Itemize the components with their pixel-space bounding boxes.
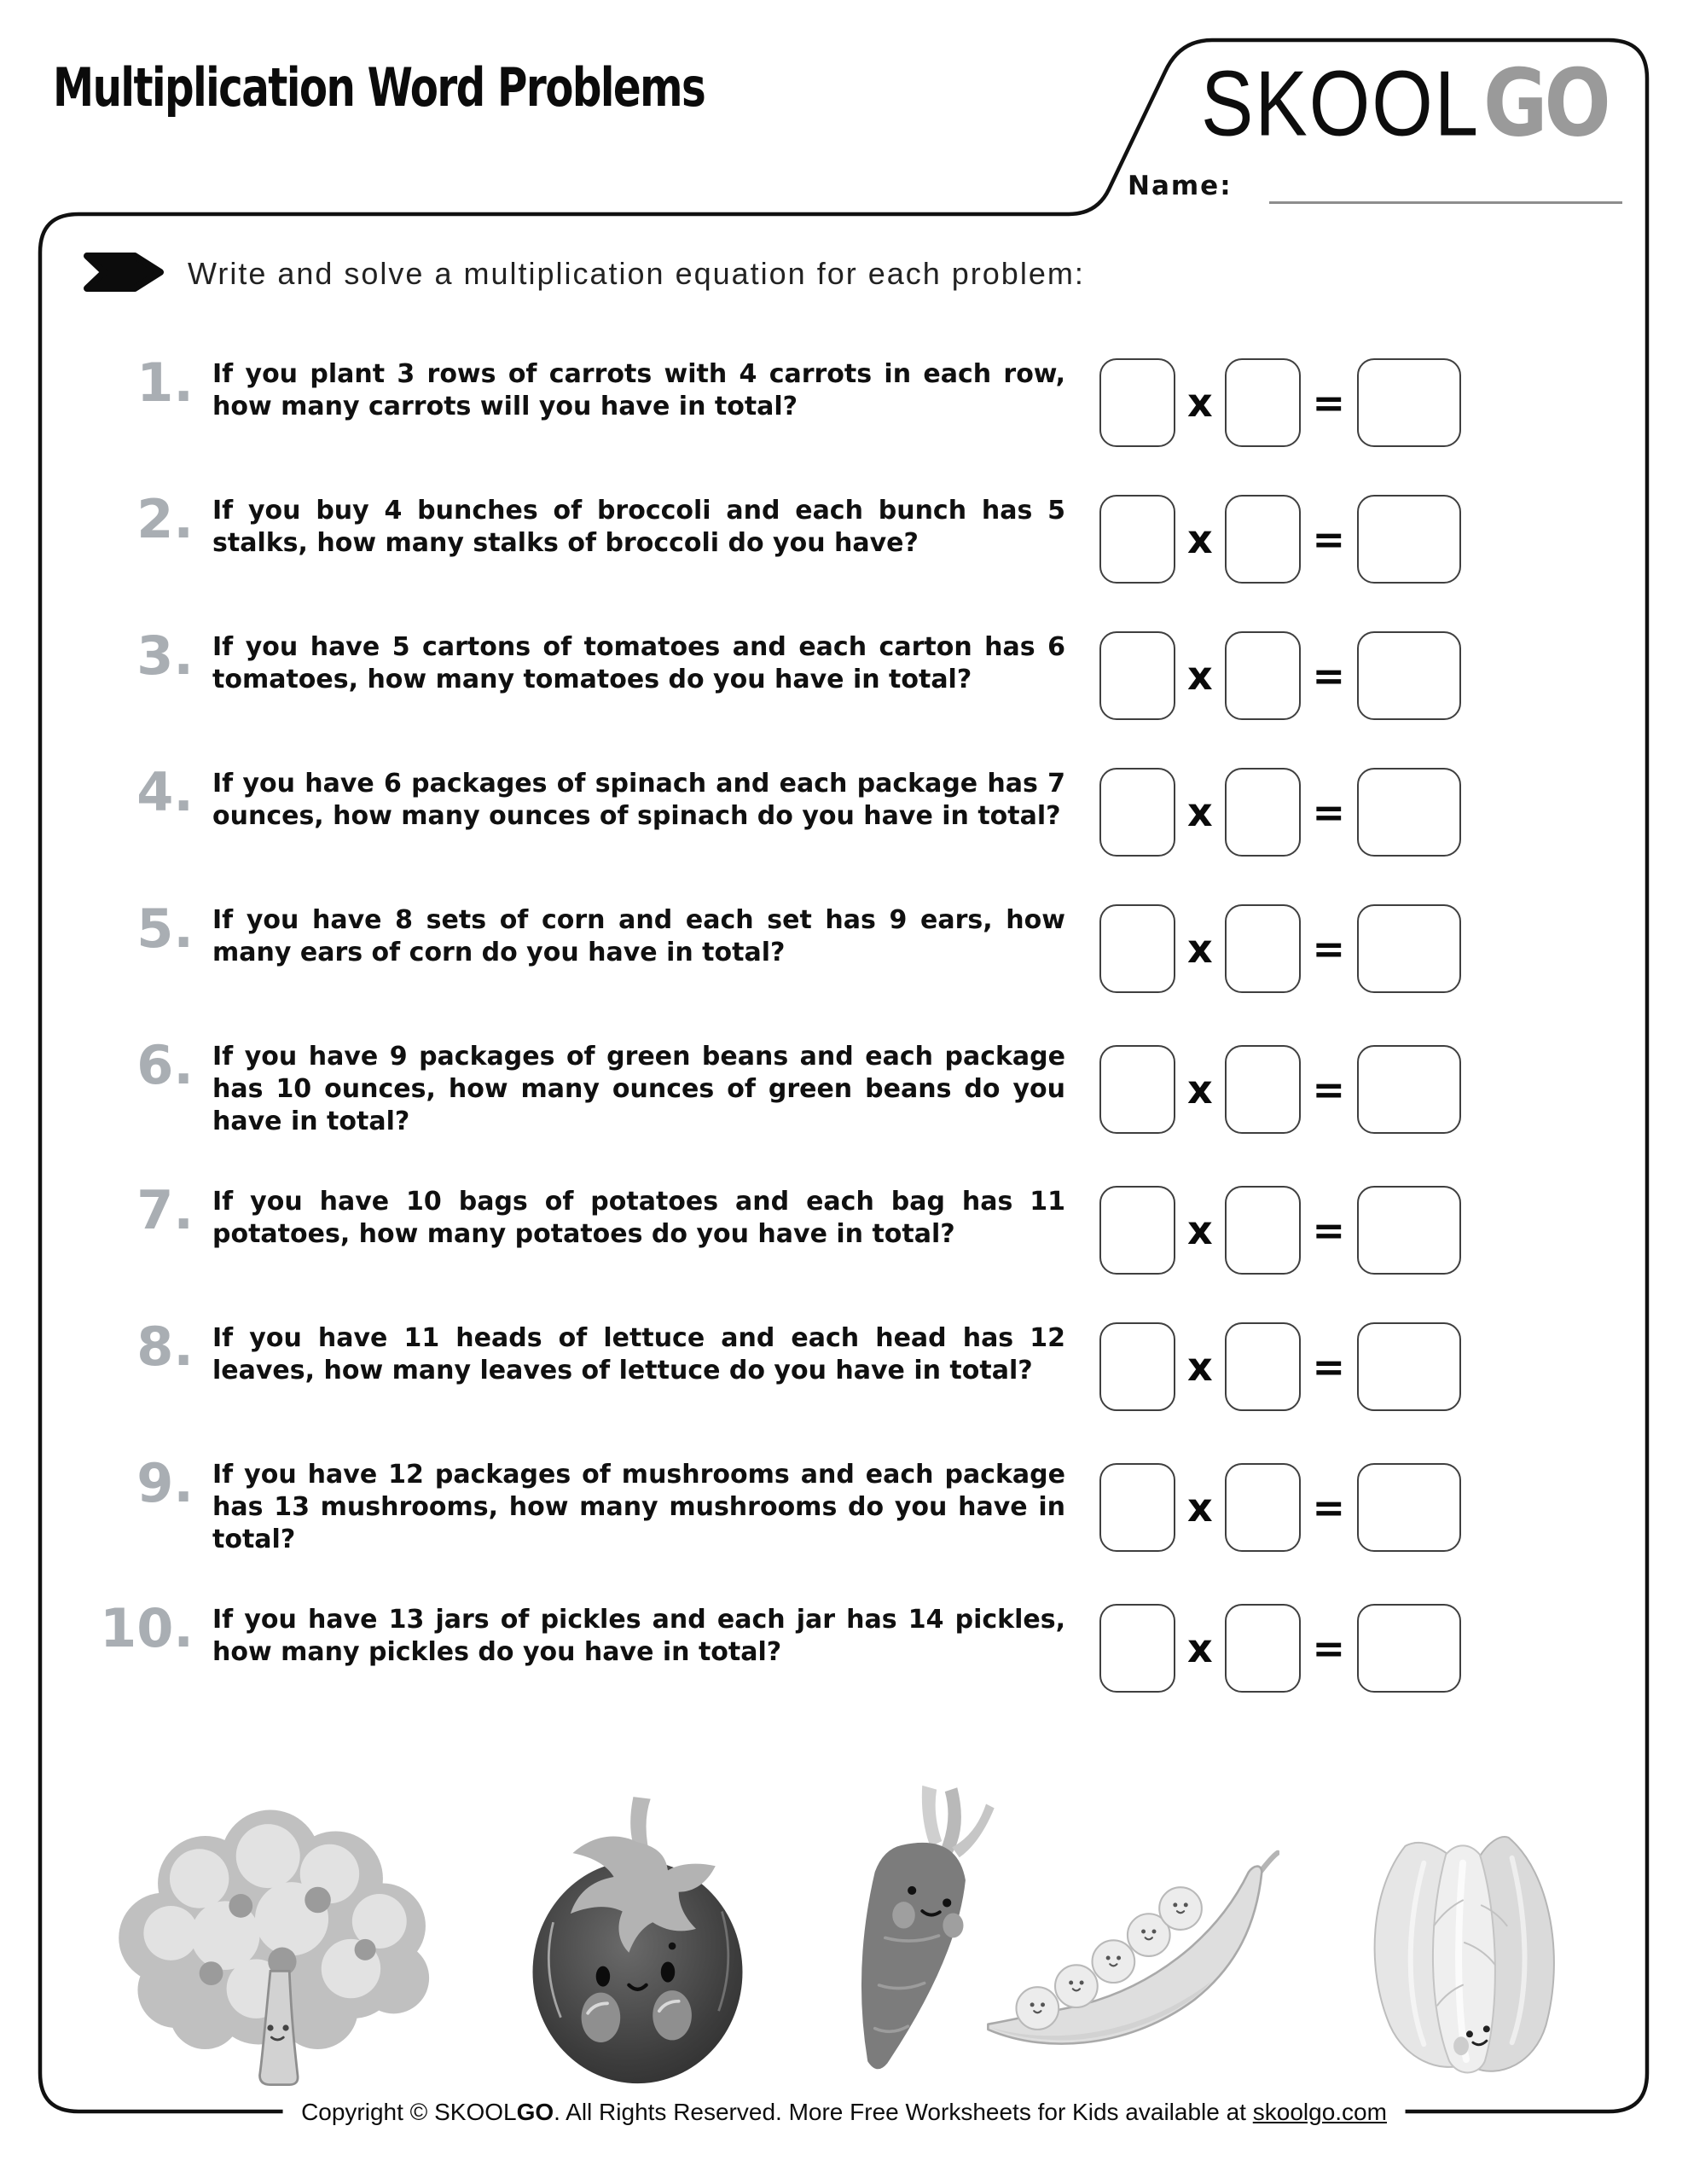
equals-symbol: = — [1312, 653, 1346, 699]
product-box[interactable] — [1357, 904, 1461, 993]
problem-text: If you buy 4 bunches of broccoli and each bunch has 5 stalks, how many stalks of broccoli do you have? — [212, 496, 1065, 558]
problems-list — [36, 351, 1652, 1693]
problem-number: 9. — [136, 1452, 194, 1514]
factor2-box[interactable] — [1225, 1604, 1301, 1693]
factor1-box[interactable] — [1099, 1604, 1175, 1693]
lettuce-icon — [1346, 1810, 1583, 2088]
footer — [282, 2096, 1406, 2129]
logo-go-text: GO — [1483, 49, 1608, 158]
equals-symbol: = — [1312, 1625, 1346, 1671]
footer-mid-text: . All Rights Reserved. More Free Worksheets for Kids available at — [554, 2099, 1253, 2125]
product-box[interactable] — [1357, 631, 1461, 720]
multiply-symbol: x — [1186, 1625, 1213, 1671]
equals-symbol: = — [1312, 516, 1346, 562]
footer-copyright-text: Copyright © SKOOL — [301, 2099, 517, 2125]
factor2-box[interactable] — [1225, 904, 1301, 993]
problem-row-9 — [96, 1452, 1652, 1556]
problem-row-7 — [96, 1179, 1652, 1275]
factor1-box[interactable] — [1099, 1045, 1175, 1134]
problem-number: 5. — [136, 897, 194, 960]
skoolgo-logo — [1201, 49, 1608, 157]
multiply-symbol: x — [1186, 380, 1213, 426]
problem-row-6 — [96, 1034, 1652, 1138]
equation-row — [1099, 904, 1461, 993]
problem-number: 10. — [100, 1597, 194, 1659]
problem-text: If you have 9 packages of green beans and each package has 10 ounces, how many ounces of green beans do you have in total? — [212, 1042, 1065, 1136]
equals-symbol: = — [1312, 1066, 1346, 1112]
problem-row-5 — [96, 897, 1652, 993]
product-box[interactable] — [1357, 1045, 1461, 1134]
equation-row — [1099, 1045, 1461, 1134]
factor1-box[interactable] — [1099, 358, 1175, 447]
factor2-box[interactable] — [1225, 1186, 1301, 1275]
problem-text: If you have 13 jars of pickles and each jar has 14 pickles, how many pickles do you have in total? — [212, 1605, 1065, 1667]
equals-symbol: = — [1312, 926, 1346, 972]
problem-text: If you have 12 packages of mushrooms and each package has 13 mushrooms, how many mushrooms do you have in total? — [212, 1460, 1065, 1554]
broccoli-icon — [92, 1793, 449, 2095]
problem-row-1 — [96, 351, 1652, 447]
problem-row-3 — [96, 624, 1652, 720]
name-input-line[interactable] — [1269, 201, 1622, 204]
problem-text: If you plant 3 rows of carrots with 4 carrots in each row, how many carrots will you have in total? — [212, 359, 1065, 421]
equation-row — [1099, 768, 1461, 857]
logo-skool-text: SKOOL — [1201, 52, 1481, 155]
problem-text: If you have 5 cartons of tomatoes and each carton has 6 tomatoes, how many tomatoes do you have in total? — [212, 632, 1065, 694]
footer-skoolgo-link[interactable]: skoolgo.com — [1252, 2099, 1387, 2125]
factor1-box[interactable] — [1099, 904, 1175, 993]
problem-number: 6. — [136, 1034, 194, 1096]
problem-number: 2. — [136, 488, 194, 550]
name-label: Name: — [1128, 171, 1233, 201]
multiply-symbol: x — [1186, 1066, 1213, 1112]
product-box[interactable] — [1357, 768, 1461, 857]
problem-row-10 — [96, 1597, 1652, 1693]
factor2-box[interactable] — [1225, 1322, 1301, 1411]
factor1-box[interactable] — [1099, 1186, 1175, 1275]
equation-row — [1099, 358, 1461, 447]
equation-row — [1099, 1186, 1461, 1275]
factor2-box[interactable] — [1225, 358, 1301, 447]
multiply-symbol: x — [1186, 926, 1213, 972]
factor1-box[interactable] — [1099, 1463, 1175, 1552]
problem-text: If you have 10 bags of potatoes and each bag has 11 potatoes, how many potatoes do you have in total? — [212, 1187, 1065, 1249]
problem-text: If you have 8 sets of corn and each set has 9 ears, how many ears of corn do you have in total? — [212, 905, 1065, 967]
multiply-symbol: x — [1186, 1207, 1213, 1253]
problem-row-4 — [96, 761, 1652, 857]
equals-symbol: = — [1312, 1344, 1346, 1390]
multiply-symbol: x — [1186, 516, 1213, 562]
multiply-symbol: x — [1186, 789, 1213, 835]
equals-symbol: = — [1312, 380, 1346, 426]
factor2-box[interactable] — [1225, 495, 1301, 584]
problem-text: If you have 6 packages of spinach and each package has 7 ounces, how many ounces of spinach do you have in total? — [212, 769, 1065, 831]
arrow-icon — [84, 249, 164, 299]
equation-row — [1099, 1463, 1461, 1552]
instruction-row — [84, 249, 1085, 299]
equals-symbol: = — [1312, 1207, 1346, 1253]
tomato-icon — [499, 1788, 776, 2094]
problem-number: 1. — [136, 351, 194, 414]
factor1-box[interactable] — [1099, 631, 1175, 720]
factor1-box[interactable] — [1099, 1322, 1175, 1411]
equals-symbol: = — [1312, 789, 1346, 835]
problem-row-8 — [96, 1316, 1652, 1411]
problem-number: 8. — [136, 1316, 194, 1378]
factor2-box[interactable] — [1225, 631, 1301, 720]
factor2-box[interactable] — [1225, 768, 1301, 857]
equation-row — [1099, 1322, 1461, 1411]
problem-text: If you have 11 heads of lettuce and each head has 12 leaves, how many leaves of lettuce do you have in total? — [212, 1323, 1065, 1385]
product-box[interactable] — [1357, 495, 1461, 584]
pea-pod-icon — [979, 1841, 1279, 2077]
footer-brand-go: GO — [516, 2099, 554, 2125]
equation-row — [1099, 1604, 1461, 1693]
factor2-box[interactable] — [1225, 1045, 1301, 1134]
product-box[interactable] — [1357, 1186, 1461, 1275]
product-box[interactable] — [1357, 1604, 1461, 1693]
multiply-symbol: x — [1186, 1344, 1213, 1390]
equals-symbol: = — [1312, 1484, 1346, 1531]
factor1-box[interactable] — [1099, 768, 1175, 857]
instruction-text: Write and solve a multiplication equation for each problem: — [188, 256, 1085, 291]
product-box[interactable] — [1357, 1463, 1461, 1552]
product-box[interactable] — [1357, 1322, 1461, 1411]
multiply-symbol: x — [1186, 653, 1213, 699]
problem-number: 4. — [136, 761, 194, 823]
factor1-box[interactable] — [1099, 495, 1175, 584]
equation-row — [1099, 495, 1461, 584]
multiply-symbol: x — [1186, 1484, 1213, 1531]
problem-number: 7. — [136, 1179, 194, 1241]
page-title: Multiplication Word Problems — [53, 56, 705, 119]
product-box[interactable] — [1357, 358, 1461, 447]
factor2-box[interactable] — [1225, 1463, 1301, 1552]
problem-row-2 — [96, 488, 1652, 584]
equation-row — [1099, 631, 1461, 720]
problem-number: 3. — [136, 624, 194, 687]
